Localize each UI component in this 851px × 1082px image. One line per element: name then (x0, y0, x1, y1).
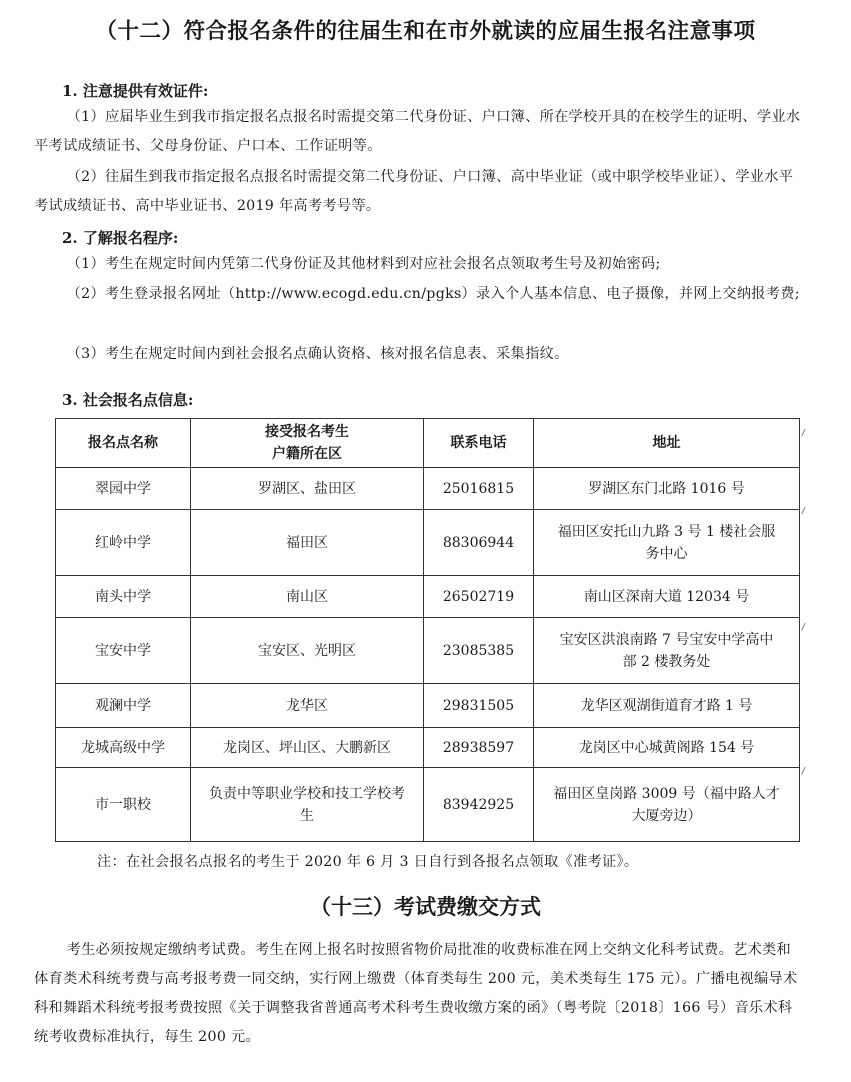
address-cell: 福田区安托山九路 3 号 1 楼社会服务中心 (534, 510, 800, 576)
table-note: 注：在社会报名点报名的考生于 2020 年 6 月 3 日自行到各报名点领取《准考证》。 (97, 854, 639, 870)
district-cell: 龙华区 (191, 684, 424, 728)
site-name-cell: 宝安中学 (56, 618, 191, 684)
heading-registration-procedure: 2. 了解报名程序: (62, 229, 179, 247)
table-row (56, 468, 800, 510)
paragraph-exam-fee: 考生必须按规定缴纳考试费。考生在网上报名时按照省物价局批准的收费标准在网上交纳文化科考试费。艺术类和体育类术科统考费与高考报考费一同交纳，实行网上缴费（体育类每生 200 元，美术类每生 175 元）。广播电视编导术科和舞蹈术科统考报考费按照《关于调整我省普通高考术科考生费收缴方案的函》（粤考院〔2018〕166 号）音乐术科统考收费标准执行，每生 200 元。 (34, 942, 798, 1045)
site-name-cell: 市一职校 (56, 768, 191, 842)
table-row (56, 728, 800, 768)
phone-cell: 25016815 (424, 468, 534, 510)
table-row (56, 684, 800, 728)
district-cell: 负责中等职业学校和技工学校考生 (191, 768, 424, 842)
site-name-cell: 翠园中学 (56, 468, 191, 510)
phone-cell: 26502719 (424, 576, 534, 618)
paragraph-procedure-2: （2）考生登录报名网址（http://www.ecogd.edu.cn/pgks）录入个人基本信息、电子摄像，并网上交纳报考费; (66, 286, 800, 302)
section-title-13: （十三）考试费缴交方式 (310, 895, 541, 919)
paragraph-previous-graduates: （2）往届生到我市指定报名点报名时需提交第二代身份证、户口簿、高中毕业证（或中职学校毕业证）、学业水平考试成绩证书、高中毕业证书、2019 年高考考号等。 (34, 169, 794, 214)
column-header-site-name: 报名点名称 (56, 419, 191, 468)
paragraph-procedure-3: （3）考生在规定时间内到社会报名点确认资格、核对报名信息表、采集指纹。 (66, 346, 569, 362)
address-cell: 福田区皇岗路 3009 号（福中路人才大厦旁边） (534, 768, 800, 842)
district-cell: 南山区 (191, 576, 424, 618)
heading-valid-documents: 1. 注意提供有效证件: (62, 82, 209, 100)
phone-cell: 88306944 (424, 510, 534, 576)
registration-sites-table (55, 418, 800, 842)
address-cell: 宝安区洪浪南路 7 号宝安中学高中部 2 楼教务处 (534, 618, 800, 684)
site-name-cell: 南头中学 (56, 576, 191, 618)
paragraph-procedure-1: （1）考生在规定时间内凭第二代身份证及其他材料到对应社会报名点领取考生号及初始密码; (66, 256, 661, 272)
column-header-district: 接受报名考生 户籍所在区 (191, 419, 424, 468)
site-name-cell: 龙城高级中学 (56, 728, 191, 768)
address-cell: 龙华区观湖街道育才路 1 号 (534, 684, 800, 728)
column-header-phone: 联系电话 (424, 419, 534, 468)
table-row (56, 576, 800, 618)
district-cell: 罗湖区、盐田区 (191, 468, 424, 510)
phone-cell: 29831505 (424, 684, 534, 728)
district-cell: 龙岗区、坪山区、大鹏新区 (191, 728, 424, 768)
section-title-12: （十二）符合报名条件的往届生和在市外就读的应届生报名注意事项 (95, 19, 756, 44)
table-row (56, 768, 800, 842)
address-cell: 南山区深南大道 12034 号 (534, 576, 800, 618)
table-header-row (56, 419, 800, 468)
column-header-address: 地址 (534, 419, 800, 468)
phone-cell: 28938597 (424, 728, 534, 768)
district-cell: 福田区 (191, 510, 424, 576)
address-cell: 罗湖区东门北路 1016 号 (534, 468, 800, 510)
phone-cell: 23085385 (424, 618, 534, 684)
address-cell: 龙岗区中心城黄阁路 154 号 (534, 728, 800, 768)
paragraph-fresh-graduates: （1）应届毕业生到我市指定报名点报名时需提交第二代身份证、户口簿、所在学校开具的在校学生的证明、学业水平考试成绩证书、父母身份证、户口本、工作证明等。 (34, 109, 801, 154)
district-cell: 宝安区、光明区 (191, 618, 424, 684)
site-name-cell: 红岭中学 (56, 510, 191, 576)
phone-cell: 83942925 (424, 768, 534, 842)
table-row (56, 510, 800, 576)
table-row (56, 618, 800, 684)
site-name-cell: 观澜中学 (56, 684, 191, 728)
heading-registration-sites: 3. 社会报名点信息: (62, 391, 194, 409)
